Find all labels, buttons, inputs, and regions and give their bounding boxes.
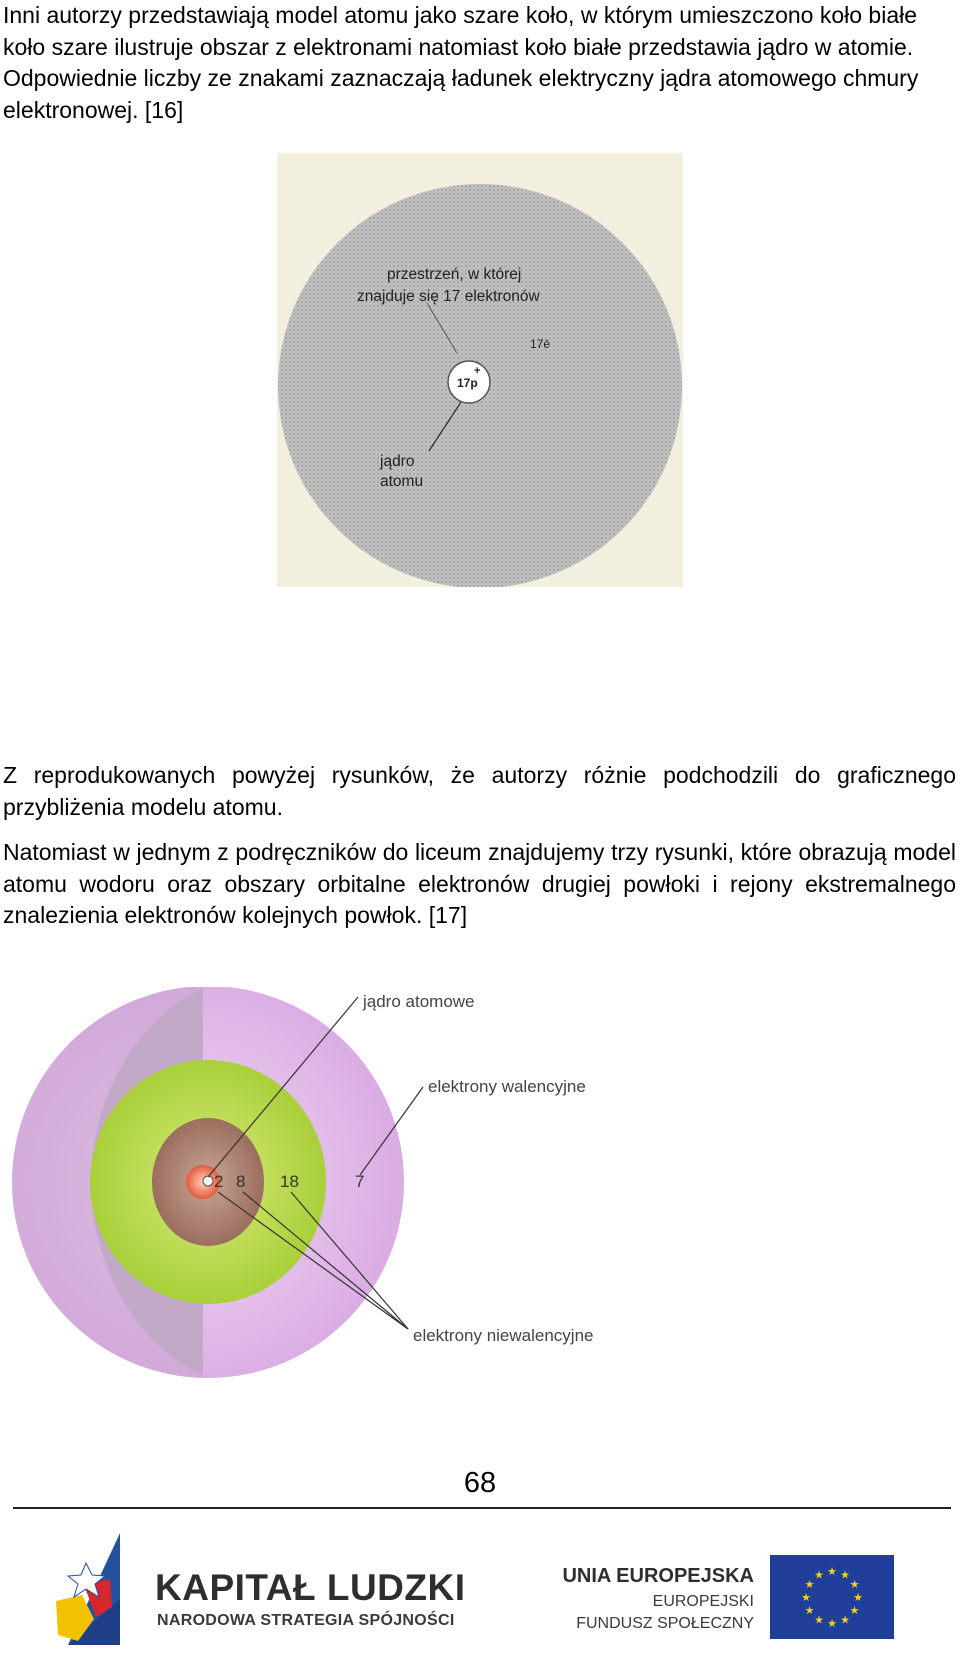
label-valence-electrons: elektrony walencyjne bbox=[428, 1077, 586, 1096]
label-nonvalence-electrons: elektrony niewalencyjne bbox=[413, 1326, 594, 1345]
label-nucleus-charge: 17p bbox=[457, 376, 478, 390]
svg-text:★: ★ bbox=[814, 1568, 824, 1582]
figure-electron-shells bbox=[3, 987, 595, 1379]
shell-count-1: 2 bbox=[214, 1172, 224, 1191]
label-electron-space-2: znajduje się 17 elektronów bbox=[357, 288, 540, 305]
nucleus-dot bbox=[203, 1176, 213, 1186]
paragraph-textbook-drawings: Natomiast w jednym z podręczników do liceum znajdujemy trzy rysunki, które obrazują model atomu wodoru oraz obszary orbitalne elektronów drugiej powłoki i rejony ekstremalnego znalezienia elektronów kolejnych powłok. [17] bbox=[3, 839, 956, 928]
kapital-ludzki-subtitle: NARODOWA STRATEGIA SPÓJNOŚCI bbox=[157, 1612, 455, 1629]
svg-text:★: ★ bbox=[804, 1604, 815, 1617]
footer-divider bbox=[13, 1507, 951, 1509]
svg-text:★: ★ bbox=[849, 1604, 860, 1617]
shell-count-3: 18 bbox=[280, 1172, 299, 1191]
svg-text:★: ★ bbox=[840, 1613, 850, 1627]
footer bbox=[0, 1515, 960, 1657]
kapital-ludzki-logo-icon bbox=[48, 1529, 144, 1649]
page-number: 68 bbox=[463, 1467, 497, 1499]
eu-line-2: EUROPEJSKI bbox=[652, 1593, 754, 1610]
svg-text:★: ★ bbox=[840, 1568, 850, 1582]
label-electron-charge: 17ē bbox=[530, 337, 551, 351]
kapital-ludzki-title: KAPITAŁ LUDZKI bbox=[155, 1567, 466, 1608]
shell-count-2: 8 bbox=[236, 1172, 246, 1191]
label-nucleus-1: jądro bbox=[380, 453, 415, 470]
eu-line-3: FUNDUSZ SPOŁECZNY bbox=[576, 1615, 754, 1632]
label-nucleus-2: atomu bbox=[380, 473, 424, 490]
label-nucleus-sign: + bbox=[474, 365, 481, 377]
svg-text:★: ★ bbox=[827, 1617, 837, 1630]
svg-text:★: ★ bbox=[814, 1613, 824, 1627]
paragraph-authors-approach: Z reprodukowanych powyżej rysunków, że autorzy różnie podchodzili do graficznego przybliżenia modelu atomu. bbox=[3, 762, 956, 820]
paragraph-atom-model-gray-circle: Inni autorzy przedstawiają model atomu jako szare koło, w którym umieszczono koło białe koło szare ilustruje obszar z elektronami natomiast koło białe przedstawia jądro w atomie. Odpowiednie liczby ze znakami zaznaczają ładunek elektryczny jądra atomowego chmury elektronowej. [16] bbox=[3, 2, 919, 123]
svg-text:★: ★ bbox=[801, 1591, 811, 1604]
figure-gray-circle-atom bbox=[277, 153, 683, 587]
svg-text:★: ★ bbox=[827, 1565, 837, 1578]
eu-line-1: UNIA EUROPEJSKA bbox=[562, 1565, 754, 1587]
shell-count-4: 7 bbox=[355, 1172, 365, 1191]
label-electron-space-1: przestrzeń, w której bbox=[387, 266, 522, 283]
svg-text:★: ★ bbox=[804, 1578, 815, 1591]
svg-text:★: ★ bbox=[853, 1591, 863, 1604]
label-nucleus-atomic: jądro atomowe bbox=[363, 992, 475, 1011]
svg-text:★: ★ bbox=[849, 1578, 860, 1591]
eu-flag-icon bbox=[770, 1555, 894, 1639]
